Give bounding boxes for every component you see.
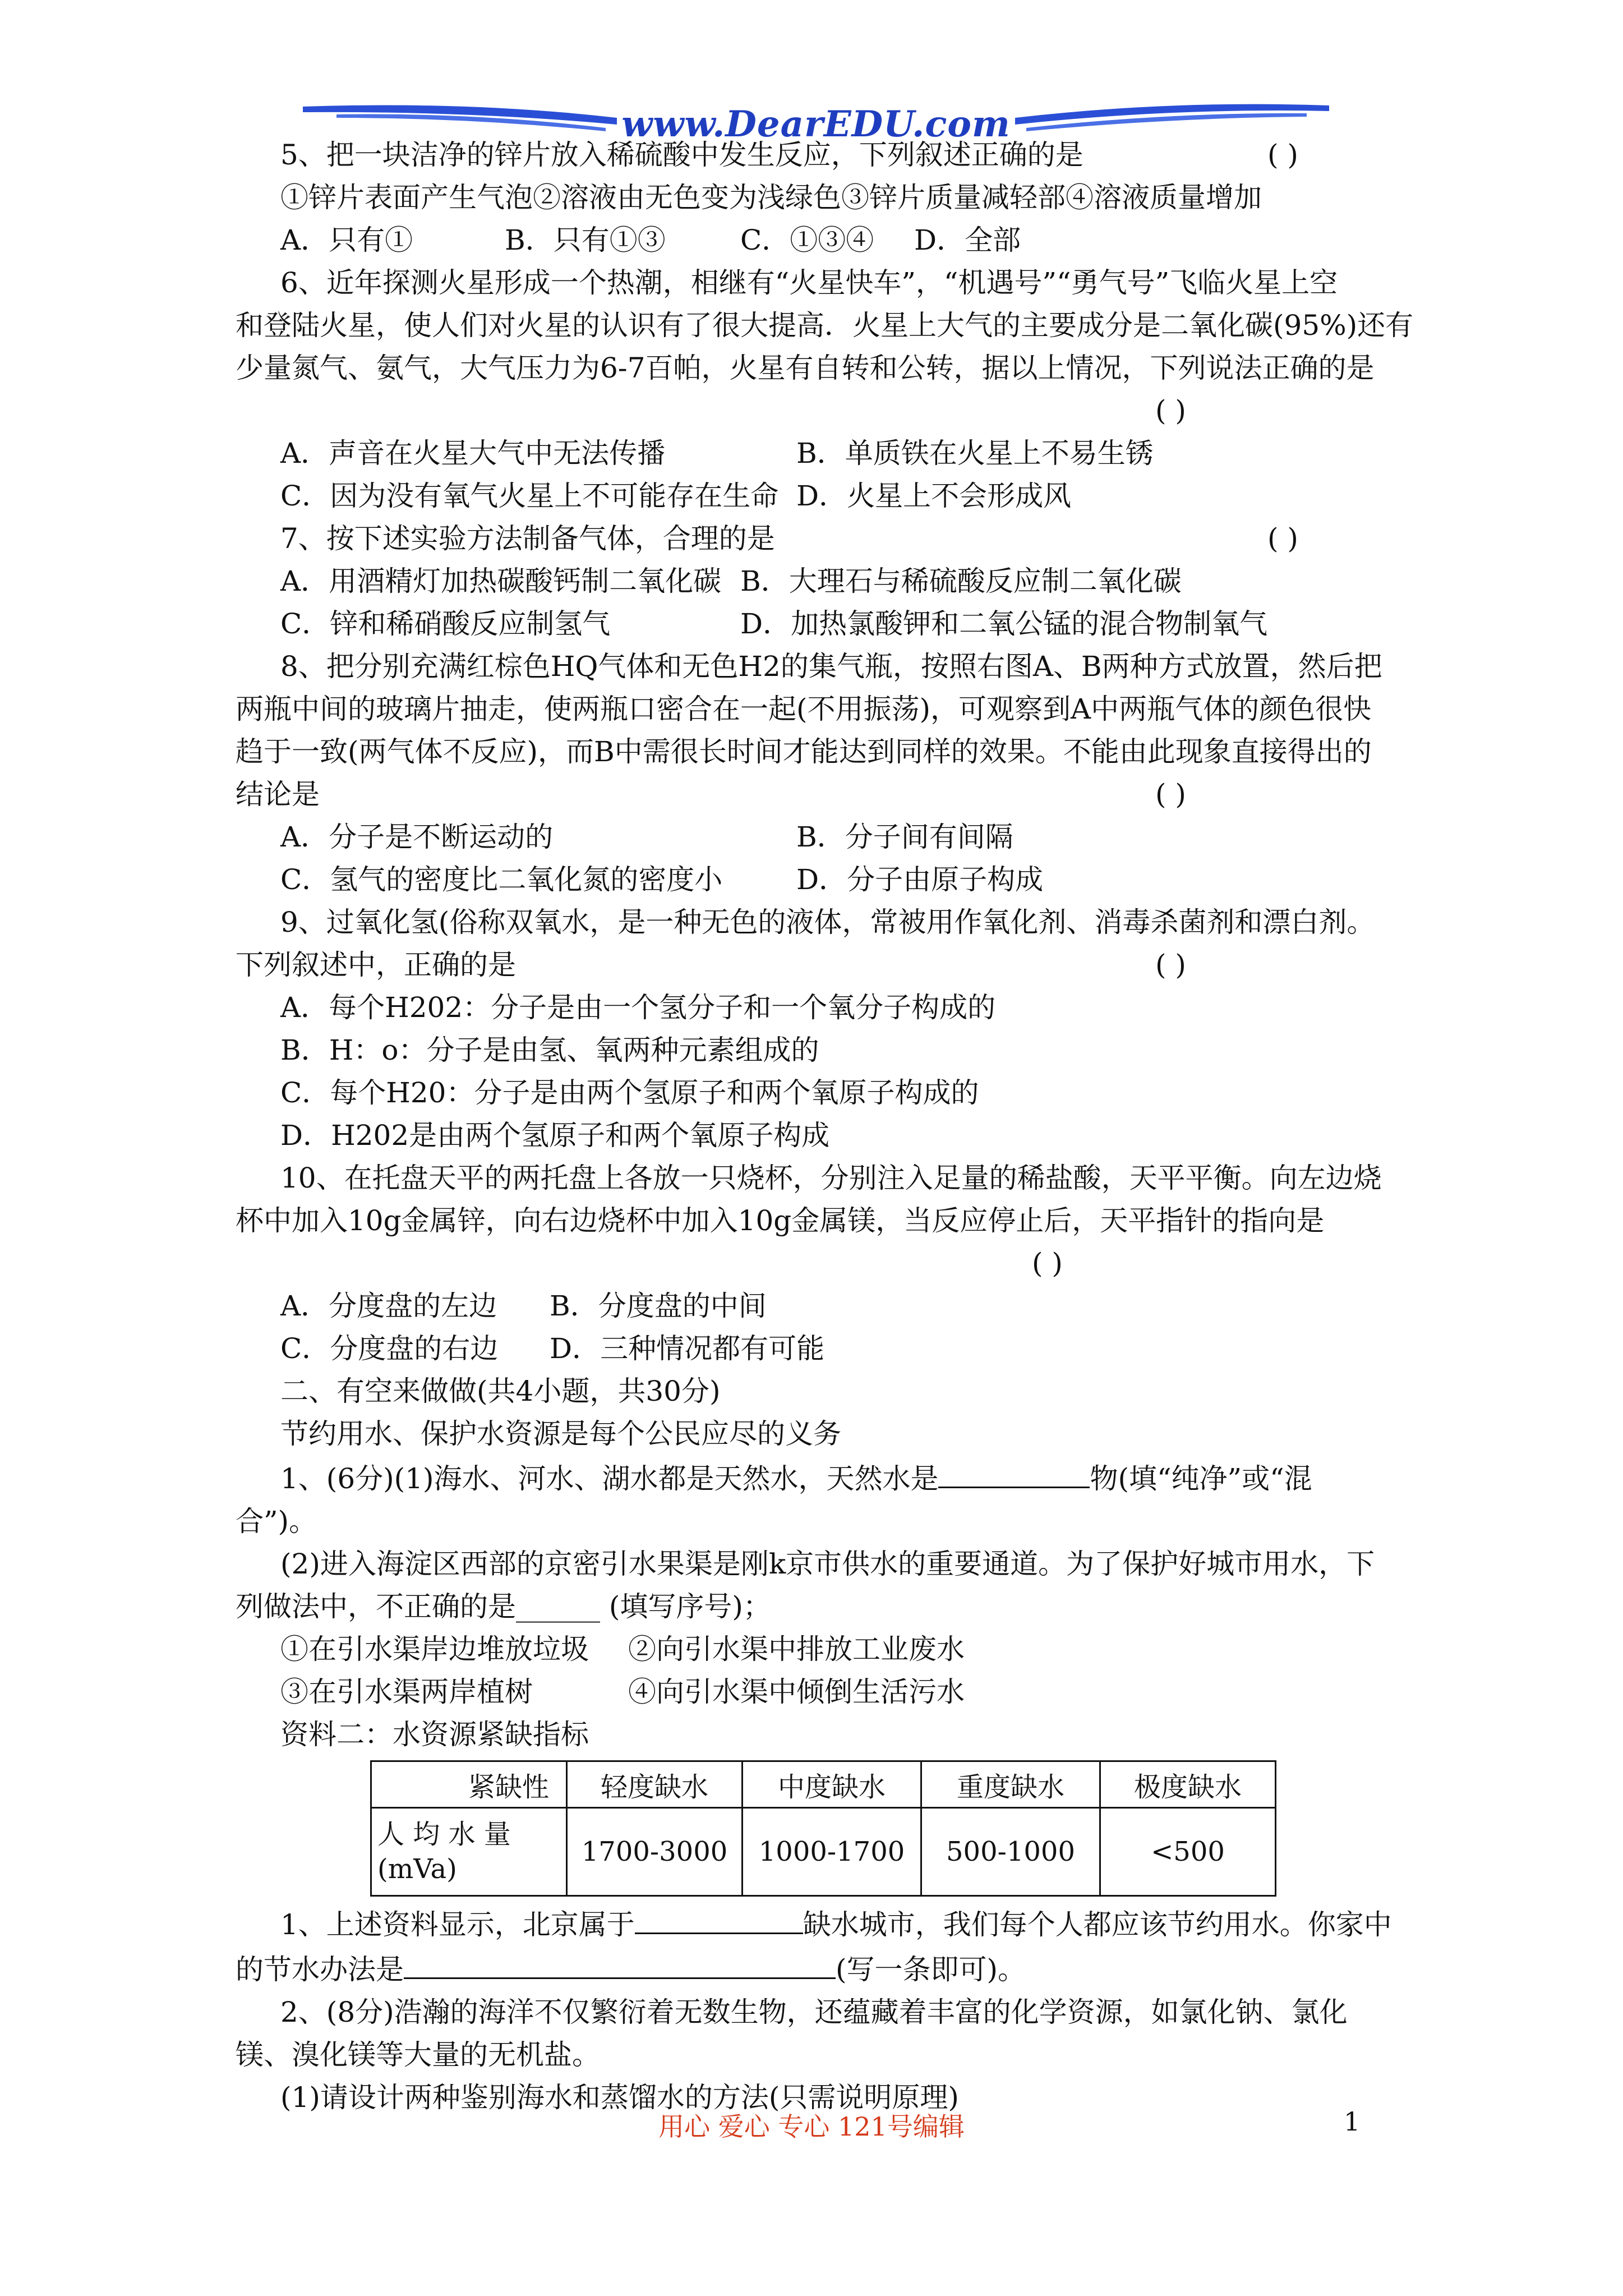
table-header-row [371, 1761, 1276, 1808]
q6-option-b: B．单质铁在火星上不易生锈 [796, 437, 1154, 470]
s2-q2-option-4: ④向引水渠中倾倒生活污水 [628, 1676, 965, 1708]
q5-stem: 5、把一块洁净的锌片放入稀硫酸中发生反应，下列叙述正确的是 [280, 139, 1083, 171]
s2-q1-blank[interactable] [938, 1455, 1090, 1488]
q9-line-1: 9、过氧化氢(俗称双氧水，是一种无色的液体，常被用作氧化剂、消毒杀菌剂和漂白剂。 [280, 906, 1375, 938]
q10-options-row-2 [236, 1327, 1419, 1370]
table-header-cell: 紧缺性 [371, 1761, 567, 1808]
q9-stem: 下列叙述中，正确的是 [236, 949, 516, 981]
s2-q1-text-b: 物(填“纯净”或“混 [1090, 1462, 1312, 1495]
table-cell: <500 [1100, 1808, 1276, 1896]
table-cell: 1000-1700 [743, 1808, 921, 1896]
q7-option-b: B．大理石与稀硫酸反应制二氧化碳 [740, 565, 1182, 597]
after-line-2-b: (写一条即可)。 [836, 1953, 1026, 1986]
q7-stem: 7、按下述实验方法制备气体，合理的是 [280, 522, 775, 555]
exam-content [236, 134, 1419, 2119]
table-header-cell: 轻度缺水 [567, 1761, 743, 1808]
s2-q2b-line-3: (1)请设计两种鉴别海水和蒸馏水的方法(只需说明原理) [280, 2081, 959, 2114]
q10-answer-paren: ( ) [1032, 1247, 1063, 1280]
q7-option-d: D．加热氯酸钾和二氧公锰的混合物制氧气 [740, 608, 1268, 640]
table-row-label-unit: (mVa) [377, 1853, 457, 1885]
q10-line-1: 10、在托盘天平的两托盘上各放一只烧杯，分别注入足量的稀盐酸，天平平衡。向左边烧 [280, 1162, 1382, 1194]
after-line-1 [236, 1901, 1419, 1946]
q10-option-d: D．三种情况都有可能 [550, 1332, 825, 1365]
s2-q2-option-2: ②向引水渠中排放工业废水 [628, 1633, 965, 1665]
q5-options [236, 219, 1419, 261]
q9-answer-paren: ( ) [1155, 949, 1186, 981]
footer-slogan: 用心 爱心 专心 121号编辑 [658, 2111, 965, 2142]
s2-q2-options-row-2 [236, 1671, 1419, 1713]
s2-q2-line-1: (2)进入海淀区西部的京密引水果渠是刚k京市供水的重要通道。为了保护好城市用水，下 [280, 1548, 1375, 1580]
table-row-label-main: 人 均 水 量 [377, 1819, 511, 1850]
resource-2-title: 资料二：水资源紧缺指标 [280, 1718, 589, 1751]
q9-line-2 [236, 944, 1419, 986]
s2-q2-line-2: 列做法中，不正确的是______ (填写序号)； [236, 1590, 771, 1623]
q8-options-row-1 [236, 816, 1419, 858]
s2-q1-line-2: 合”)。 [236, 1505, 317, 1538]
q8-option-c: C．氢气的密度比二氧化氮的密度小 [280, 863, 723, 896]
after-line-1-a: 1、上述资料显示，北京属于 [280, 1908, 635, 1941]
section-2-title: 二、有空来做做(共4小题，共30分) [280, 1375, 721, 1407]
q7-options-row-2 [236, 602, 1419, 645]
q10-paren-line [236, 1242, 1419, 1285]
q6-options-row-1 [236, 432, 1419, 475]
q7-stem-line [236, 517, 1419, 560]
q8-option-b: B．分子间有间隔 [796, 821, 1013, 853]
s2-q2-options-row-1 [236, 1628, 1419, 1671]
table-cell: 1700-3000 [567, 1808, 743, 1896]
q8-option-d: D．分子由原子构成 [796, 863, 1044, 896]
q8-conclusion: 结论是 [236, 778, 320, 811]
table-row-label [371, 1808, 567, 1896]
table-cell: 500-1000 [921, 1808, 1100, 1896]
table-header-cell: 重度缺水 [921, 1761, 1100, 1808]
q6-option-a: A．声音在火星大气中无法传播 [280, 437, 666, 470]
q5-answer-paren: ( ) [1267, 139, 1298, 171]
q7-answer-paren: ( ) [1267, 522, 1298, 555]
q7-option-a: A．用酒精灯加热碳酸钙制二氧化碳 [280, 565, 722, 597]
s2-q1-line-1 [236, 1455, 1419, 1500]
q6-line-2: 和登陆火星，使人们对火星的认识有了很大提高．火星上大气的主要成分是二氧化碳(95%)还有 [236, 309, 1414, 342]
beijing-shortage-blank[interactable] [635, 1901, 803, 1934]
q6-option-d: D．火星上不会形成风 [796, 480, 1072, 512]
q9-option-a: A．每个H202：分子是由一个氢分子和一个氧分子构成的 [280, 991, 996, 1024]
q6-paren-line [236, 389, 1419, 432]
water-shortage-table [370, 1760, 1276, 1897]
s2-q2b-line-1: 2、(8分)浩瀚的海洋不仅繁衍着无数生物，还蕴藏着丰富的化学资源，如氯化钠、氯化 [280, 1996, 1348, 2028]
after-line-2 [236, 1946, 1419, 1991]
q8-line-4 [236, 773, 1419, 816]
q10-options-row-1 [236, 1285, 1419, 1327]
after-line-1-b: 缺水城市，我们每个人都应该节约用水。你家中 [803, 1908, 1392, 1941]
table-header-cell: 中度缺水 [743, 1761, 921, 1808]
q6-line-3: 少量氮气、氨气，大气压力为6-7百帕，火星有自转和公转，据以上情况，下列说法正确的是 [236, 352, 1375, 384]
q10-option-b: B．分度盘的中间 [550, 1290, 767, 1322]
q6-line-1: 6、近年探测火星形成一个热潮，相继有“火星快车”，“机遇号”“勇气号”飞临火星上空 [280, 266, 1338, 299]
q10-option-a: A．分度盘的左边 [280, 1290, 497, 1322]
q8-option-a: A．分子是不断运动的 [280, 821, 554, 853]
q7-options-row-1 [236, 560, 1419, 602]
q6-answer-paren: ( ) [1155, 394, 1186, 427]
q5-option-c: C．①③④ [740, 224, 874, 256]
q8-line-3: 趋于一致(两气体不反应)，而B中需很长时间才能达到同样的效果。不能由此现象直接得出的 [236, 735, 1372, 768]
q5-statements: ①锌片表面产生气泡②溶液由无色变为浅绿色③锌片质量减轻部④溶液质量增加 [280, 181, 1262, 214]
q9-option-c: C．每个H20：分子是由两个氢原子和两个氧原子构成的 [280, 1076, 979, 1109]
section-2-intro: 节约用水、保护水资源是每个公民应尽的义务 [280, 1418, 841, 1450]
q10-option-c: C．分度盘的右边 [280, 1332, 499, 1365]
q5-option-a: A．只有① [280, 224, 413, 256]
page-number: 1 [1344, 2106, 1361, 2137]
s2-q1-text-a: 1、(6分)(1)海水、河水、湖水都是天然水，天然水是 [280, 1462, 939, 1495]
q10-line-2: 杯中加入10g金属锌，向右边烧杯中加入10g金属镁，当反应停止后，天平指针的指向是 [236, 1204, 1325, 1237]
table-header-cell: 极度缺水 [1100, 1761, 1276, 1808]
s2-q2-option-1: ①在引水渠岸边堆放垃圾 [280, 1633, 589, 1665]
site-name: www.DearEDU.com [621, 103, 1011, 145]
q6-option-c: C．因为没有氧气火星上不可能存在生命 [280, 480, 779, 512]
q8-line-2: 两瓶中间的玻璃片抽走，使两瓶口密合在一起(不用振荡)，可观察到A中两瓶气体的颜色很快 [236, 693, 1372, 725]
q5-stem-line [236, 134, 1419, 176]
q6-options-row-2 [236, 475, 1419, 517]
q9-option-d: D．H202是由两个氢原子和两个氧原子构成 [280, 1119, 830, 1152]
s2-q2-option-3: ③在引水渠两岸植树 [280, 1676, 533, 1708]
table-row [371, 1808, 1276, 1896]
q7-option-c: C．锌和稀硝酸反应制氢气 [280, 608, 611, 640]
s2-q2b-line-2: 镁、溴化镁等大量的无机盐。 [236, 2039, 600, 2071]
q9-option-b: B．H：o：分子是由氢、氧两种元素组成的 [280, 1034, 819, 1066]
q8-answer-paren: ( ) [1155, 778, 1186, 811]
q5-option-d: D．全部 [914, 224, 1021, 256]
water-saving-blank[interactable] [404, 1946, 836, 1979]
q8-options-row-2 [236, 858, 1419, 901]
after-line-2-a: 的节水办法是 [236, 1953, 404, 1986]
q8-line-1: 8、把分别充满红棕色HQ气体和无色H2的集气瓶，按照右图A、B两种方式放置，然后把 [280, 650, 1382, 683]
q5-option-b: B．只有①③ [505, 224, 666, 256]
